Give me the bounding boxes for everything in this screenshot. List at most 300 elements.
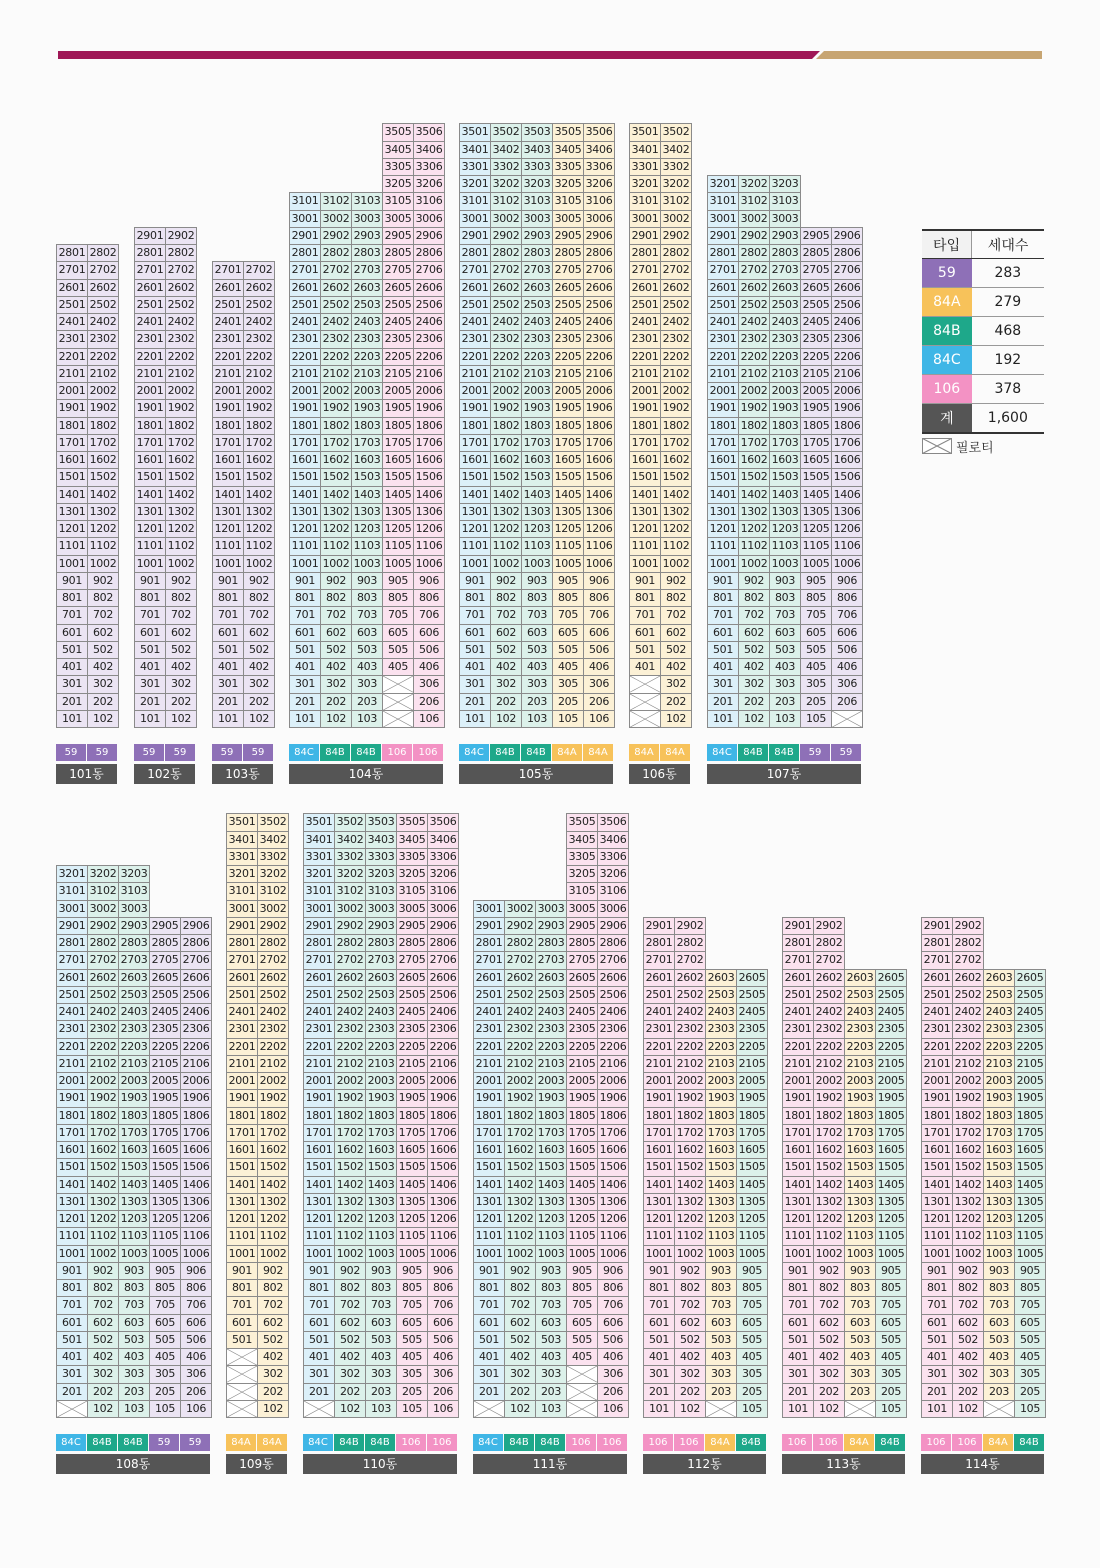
unit-cell: 2702: [257, 951, 289, 969]
unit-cell: 2606: [413, 279, 445, 297]
unit-cell: 602: [490, 624, 522, 642]
unit-cell: 306: [583, 675, 615, 693]
unit-cell: 1802: [320, 417, 352, 435]
unit-cell: 2801: [303, 934, 335, 952]
unit-cell: 1706: [583, 434, 615, 452]
type-label: 84B: [1014, 1434, 1044, 1451]
unit-cell: 2101: [56, 1055, 88, 1073]
unit-cell: 905: [566, 1262, 598, 1280]
unit-cell: 1701: [629, 434, 661, 452]
unit-cell: 2201: [226, 1038, 258, 1056]
unit-cell: 2202: [504, 1038, 536, 1056]
legend-count-84b: 468: [972, 317, 1044, 346]
unit-cell: 1402: [674, 1176, 706, 1194]
unit-cell: 601: [921, 1314, 953, 1332]
unit-cell: 1203: [535, 1210, 567, 1228]
unit-cell: 2003: [521, 382, 553, 400]
unit-cell: 1705: [1014, 1124, 1046, 1142]
unit-cell: 205: [1014, 1383, 1046, 1401]
unit-cell: 2806: [831, 244, 863, 262]
unit-cell: 2502: [660, 296, 692, 314]
unit-cell: 2803: [521, 244, 553, 262]
unit-cell: 1705: [552, 434, 584, 452]
unit-cell: 2003: [983, 1072, 1015, 1090]
unit-cell: 1901: [303, 1089, 335, 1107]
unit-cell: 2303: [535, 1020, 567, 1038]
unit-cell: 705: [396, 1296, 428, 1314]
unit-cell: 1502: [490, 468, 522, 486]
unit-cell: 1503: [118, 1158, 150, 1176]
unit-cell: 2405: [736, 1003, 768, 1021]
unit-cell: 2102: [660, 365, 692, 383]
unit-cell: 1306: [413, 503, 445, 521]
unit-cell: 303: [351, 675, 383, 693]
unit-cell: 2901: [303, 917, 335, 935]
unit-cell: 605: [1014, 1314, 1046, 1332]
unit-cell: 2005: [875, 1072, 907, 1090]
unit-cell: 1601: [921, 1141, 953, 1159]
unit-cell: 2401: [56, 313, 88, 331]
unit-cell: 1701: [303, 1124, 335, 1142]
unit-cell: 106: [180, 1400, 212, 1418]
unit-cell: 101: [459, 710, 491, 728]
unit-cell: 1003: [118, 1245, 150, 1263]
unit-cell: 2906: [413, 227, 445, 245]
unit-cell: 2401: [473, 1003, 505, 1021]
unit-cell: 201: [289, 693, 321, 711]
unit-cell: 1602: [165, 451, 197, 469]
unit-cell: 402: [813, 1348, 845, 1366]
unit-cell: 2201: [921, 1038, 953, 1056]
unit-cell: 2306: [583, 330, 615, 348]
unit-cell: 2903: [365, 917, 397, 935]
piloti-cell: [473, 1400, 505, 1418]
unit-cell: 2505: [875, 986, 907, 1004]
unit-cell: 3506: [427, 813, 459, 831]
unit-cell: 1901: [707, 399, 739, 417]
unit-cell: 2002: [257, 1072, 289, 1090]
unit-cell: 2803: [769, 244, 801, 262]
unit-cell: 1703: [983, 1124, 1015, 1142]
unit-cell: 2303: [844, 1020, 876, 1038]
unit-cell: 2305: [736, 1020, 768, 1038]
unit-cell: 2801: [707, 244, 739, 262]
unit-cell: 903: [844, 1262, 876, 1280]
unit-cell: 2302: [243, 330, 275, 348]
unit-cell: 406: [583, 658, 615, 676]
unit-cell: 2205: [566, 1038, 598, 1056]
unit-cell: 1405: [149, 1176, 181, 1194]
unit-cell: 2501: [921, 986, 953, 1004]
unit-cell: 2506: [427, 986, 459, 1004]
unit-cell: 2206: [597, 1038, 629, 1056]
building-name: 113동: [782, 1454, 905, 1474]
unit-cell: 1801: [643, 1107, 675, 1125]
unit-cell: 2503: [769, 296, 801, 314]
legend-type-106: 106: [922, 375, 972, 404]
unit-cell: 1102: [257, 1227, 289, 1245]
unit-cell: 2203: [535, 1038, 567, 1056]
unit-cell: 2101: [473, 1055, 505, 1073]
unit-cell: 203: [705, 1383, 737, 1401]
unit-cell: 1106: [427, 1227, 459, 1245]
unit-cell: 1805: [566, 1107, 598, 1125]
type-label: 59: [800, 744, 830, 761]
unit-cell: 2402: [243, 313, 275, 331]
unit-cell: 103: [521, 710, 553, 728]
unit-cell: 2002: [243, 382, 275, 400]
unit-cell: 301: [782, 1365, 814, 1383]
unit-cell: 3201: [459, 175, 491, 193]
unit-cell: 202: [243, 693, 275, 711]
unit-cell: 1605: [566, 1141, 598, 1159]
unit-cell: 3103: [769, 192, 801, 210]
unit-cell: 701: [289, 606, 321, 624]
unit-cell: 701: [303, 1296, 335, 1314]
unit-cell: 1205: [736, 1210, 768, 1228]
unit-cell: 2406: [427, 1003, 459, 1021]
unit-cell: 1905: [552, 399, 584, 417]
unit-cell: 3501: [303, 813, 335, 831]
unit-cell: 405: [552, 658, 584, 676]
type-label: 106: [396, 1434, 426, 1451]
unit-cell: 1505: [736, 1158, 768, 1176]
unit-cell: 2502: [738, 296, 770, 314]
unit-cell: 2101: [289, 365, 321, 383]
unit-cell: 701: [56, 606, 88, 624]
unit-cell: 1402: [738, 486, 770, 504]
unit-cell: 1106: [180, 1227, 212, 1245]
unit-cell: 506: [427, 1331, 459, 1349]
unit-cell: 2302: [320, 330, 352, 348]
unit-cell: 505: [149, 1331, 181, 1349]
unit-cell: 1503: [535, 1158, 567, 1176]
unit-cell: 501: [303, 1331, 335, 1349]
unit-cell: 806: [831, 589, 863, 607]
legend-type-84b: 84B: [922, 317, 972, 346]
type-label: 59: [180, 1434, 210, 1451]
unit-cell: 1401: [289, 486, 321, 504]
type-label: 106: [597, 1434, 627, 1451]
unit-cell: 2103: [705, 1055, 737, 1073]
piloti-cell: [382, 675, 414, 693]
unit-cell: 306: [597, 1365, 629, 1383]
unit-cell: 2002: [660, 382, 692, 400]
unit-cell: 1501: [303, 1158, 335, 1176]
unit-cell: 1702: [165, 434, 197, 452]
unit-cell: 1202: [504, 1210, 536, 1228]
unit-cell: 2802: [257, 934, 289, 952]
unit-cell: 2401: [921, 1003, 953, 1021]
unit-cell: 1801: [921, 1107, 953, 1125]
unit-cell: 805: [875, 1279, 907, 1297]
unit-cell: 202: [334, 1383, 366, 1401]
unit-cell: 901: [473, 1262, 505, 1280]
unit-cell: 801: [707, 589, 739, 607]
unit-cell: 2402: [334, 1003, 366, 1021]
unit-cell: 306: [413, 675, 445, 693]
unit-cell: 2301: [134, 330, 166, 348]
unit-cell: 1803: [769, 417, 801, 435]
unit-cell: 102: [674, 1400, 706, 1418]
unit-cell: 2301: [459, 330, 491, 348]
unit-cell: 1305: [382, 503, 414, 521]
unit-cell: 102: [504, 1400, 536, 1418]
legend-count-59: 283: [972, 259, 1044, 288]
unit-cell: 1602: [660, 451, 692, 469]
unit-cell: 201: [303, 1383, 335, 1401]
unit-cell: 1701: [782, 1124, 814, 1142]
unit-cell: 2705: [800, 261, 832, 279]
unit-cell: 1901: [56, 1089, 88, 1107]
unit-cell: 802: [87, 589, 119, 607]
unit-cell: 1206: [597, 1210, 629, 1228]
unit-cell: 2303: [521, 330, 553, 348]
unit-cell: 1003: [535, 1245, 567, 1263]
unit-cell: 2801: [289, 244, 321, 262]
unit-cell: 303: [844, 1365, 876, 1383]
unit-cell: 1701: [134, 434, 166, 452]
unit-cell: 2602: [738, 279, 770, 297]
unit-cell: 2002: [504, 1072, 536, 1090]
unit-cell: 2802: [952, 934, 984, 952]
unit-cell: 2501: [629, 296, 661, 314]
unit-cell: 1201: [921, 1210, 953, 1228]
unit-cell: 1503: [769, 468, 801, 486]
unit-cell: 902: [738, 572, 770, 590]
unit-cell: 2201: [212, 348, 244, 366]
unit-cell: 1006: [583, 555, 615, 573]
unit-cell: 2802: [334, 934, 366, 952]
unit-cell: 1103: [844, 1227, 876, 1245]
unit-cell: 2801: [56, 934, 88, 952]
unit-cell: 1502: [738, 468, 770, 486]
unit-cell: 1701: [707, 434, 739, 452]
unit-cell: 1402: [490, 486, 522, 504]
unit-cell: 2601: [643, 969, 675, 987]
unit-cell: 3206: [597, 865, 629, 883]
unit-cell: 1506: [583, 468, 615, 486]
piloti-cell: [831, 710, 863, 728]
unit-cell: 903: [705, 1262, 737, 1280]
type-label: 84C: [303, 1434, 333, 1451]
unit-cell: 206: [427, 1383, 459, 1401]
unit-cell: 1605: [875, 1141, 907, 1159]
unit-cell: 2703: [521, 261, 553, 279]
unit-cell: 3303: [365, 848, 397, 866]
unit-cell: 2602: [87, 279, 119, 297]
unit-cell: 1601: [226, 1141, 258, 1159]
unit-cell: 1001: [459, 555, 491, 573]
type-label: 59: [243, 744, 273, 761]
unit-cell: 905: [382, 572, 414, 590]
unit-cell: 3302: [490, 158, 522, 176]
unit-cell: 105: [552, 710, 584, 728]
unit-cell: 1406: [427, 1176, 459, 1194]
unit-cell: 1703: [118, 1124, 150, 1142]
unit-cell: 101: [212, 710, 244, 728]
unit-cell: 703: [365, 1296, 397, 1314]
unit-cell: 2505: [382, 296, 414, 314]
unit-cell: 506: [413, 641, 445, 659]
unit-cell: 2601: [303, 969, 335, 987]
unit-cell: 1801: [134, 417, 166, 435]
unit-cell: 302: [952, 1365, 984, 1383]
unit-cell: 1903: [365, 1089, 397, 1107]
unit-cell: 702: [952, 1296, 984, 1314]
unit-cell: 801: [782, 1279, 814, 1297]
unit-cell: 1901: [782, 1089, 814, 1107]
unit-cell: 1402: [334, 1176, 366, 1194]
unit-cell: 1005: [1014, 1245, 1046, 1263]
unit-cell: 3001: [629, 210, 661, 228]
unit-cell: 1506: [427, 1158, 459, 1176]
unit-cell: 301: [643, 1365, 675, 1383]
unit-cell: 102: [257, 1400, 289, 1418]
unit-cell: 306: [180, 1365, 212, 1383]
unit-cell: 1901: [473, 1089, 505, 1107]
unit-cell: 2202: [257, 1038, 289, 1056]
unit-cell: 1805: [552, 417, 584, 435]
unit-cell: 3206: [427, 865, 459, 883]
unit-cell: 2402: [813, 1003, 845, 1021]
unit-cell: 2202: [674, 1038, 706, 1056]
unit-cell: 2702: [243, 261, 275, 279]
unit-cell: 1801: [212, 417, 244, 435]
unit-cell: 1203: [521, 520, 553, 538]
unit-cell: 1105: [552, 537, 584, 555]
unit-cell: 2206: [583, 348, 615, 366]
unit-cell: 2603: [705, 969, 737, 987]
unit-cell: 702: [674, 1296, 706, 1314]
unit-cell: 1203: [769, 520, 801, 538]
unit-cell: 1402: [87, 1176, 119, 1194]
unit-cell: 3302: [660, 158, 692, 176]
unit-cell: 802: [243, 589, 275, 607]
unit-cell: 1002: [87, 555, 119, 573]
unit-cell: 705: [875, 1296, 907, 1314]
unit-cell: 2405: [552, 313, 584, 331]
unit-cell: 505: [552, 641, 584, 659]
unit-cell: 1501: [134, 468, 166, 486]
unit-cell: 1405: [552, 486, 584, 504]
unit-cell: 1301: [459, 503, 491, 521]
unit-cell: 1801: [226, 1107, 258, 1125]
unit-cell: 1601: [56, 1141, 88, 1159]
unit-cell: 1502: [334, 1158, 366, 1176]
unit-cell: 502: [813, 1331, 845, 1349]
unit-cell: 202: [660, 693, 692, 711]
unit-cell: 601: [303, 1314, 335, 1332]
unit-cell: 2201: [134, 348, 166, 366]
unit-cell: 2806: [413, 244, 445, 262]
unit-cell: 2702: [674, 951, 706, 969]
unit-cell: 1201: [56, 1210, 88, 1228]
unit-cell: 105: [149, 1400, 181, 1418]
unit-cell: 202: [320, 693, 352, 711]
unit-cell: 1002: [660, 555, 692, 573]
unit-cell: 1505: [800, 468, 832, 486]
unit-cell: 2801: [459, 244, 491, 262]
unit-cell: 401: [56, 658, 88, 676]
unit-cell: 2902: [165, 227, 197, 245]
unit-cell: 2006: [180, 1072, 212, 1090]
unit-cell: 405: [1014, 1348, 1046, 1366]
unit-cell: 306: [427, 1365, 459, 1383]
unit-cell: 1503: [705, 1158, 737, 1176]
unit-cell: 1202: [738, 520, 770, 538]
unit-cell: 1705: [800, 434, 832, 452]
unit-cell: 2906: [180, 917, 212, 935]
unit-cell: 1701: [226, 1124, 258, 1142]
unit-cell: 606: [583, 624, 615, 642]
unit-cell: 501: [459, 641, 491, 659]
unit-cell: 1301: [473, 1193, 505, 1211]
unit-cell: 2302: [813, 1020, 845, 1038]
unit-cell: 1701: [289, 434, 321, 452]
unit-cell: 3306: [583, 158, 615, 176]
unit-cell: 1505: [566, 1158, 598, 1176]
unit-cell: 2302: [952, 1020, 984, 1038]
unit-cell: 802: [165, 589, 197, 607]
unit-cell: 201: [643, 1383, 675, 1401]
unit-cell: 701: [473, 1296, 505, 1314]
unit-cell: 2805: [552, 244, 584, 262]
unit-cell: 505: [875, 1331, 907, 1349]
unit-cell: 703: [983, 1296, 1015, 1314]
unit-cell: 2803: [365, 934, 397, 952]
unit-cell: 2802: [87, 934, 119, 952]
unit-cell: 2703: [769, 261, 801, 279]
unit-cell: 3405: [552, 141, 584, 159]
unit-cell: 2402: [257, 1003, 289, 1021]
unit-cell: 503: [351, 641, 383, 659]
unit-cell: 405: [875, 1348, 907, 1366]
unit-cell: 1306: [831, 503, 863, 521]
building-name: 102동: [134, 764, 195, 784]
unit-cell: 1905: [1014, 1089, 1046, 1107]
unit-cell: 2302: [165, 330, 197, 348]
unit-cell: 1503: [365, 1158, 397, 1176]
unit-cell: 1101: [134, 537, 166, 555]
building-name: 107동: [707, 764, 861, 784]
unit-cell: 206: [597, 1383, 629, 1401]
unit-cell: 1906: [583, 399, 615, 417]
unit-cell: 1702: [87, 434, 119, 452]
unit-cell: 2701: [226, 951, 258, 969]
unit-cell: 1003: [351, 555, 383, 573]
unit-cell: 3001: [56, 900, 88, 918]
unit-cell: 602: [87, 1314, 119, 1332]
unit-cell: 3106: [413, 192, 445, 210]
unit-cell: 1602: [674, 1141, 706, 1159]
unit-cell: 1802: [334, 1107, 366, 1125]
unit-cell: 805: [800, 589, 832, 607]
unit-cell: 802: [952, 1279, 984, 1297]
unit-cell: 2705: [552, 261, 584, 279]
unit-cell: 901: [707, 572, 739, 590]
unit-cell: 1606: [413, 451, 445, 469]
unit-cell: 302: [504, 1365, 536, 1383]
unit-cell: 3103: [521, 192, 553, 210]
type-label: 84A: [705, 1434, 735, 1451]
unit-cell: 2806: [427, 934, 459, 952]
unit-cell: 206: [583, 693, 615, 711]
unit-cell: 605: [396, 1314, 428, 1332]
unit-cell: 1201: [134, 520, 166, 538]
unit-cell: 1405: [1014, 1176, 1046, 1194]
unit-cell: 2403: [769, 313, 801, 331]
